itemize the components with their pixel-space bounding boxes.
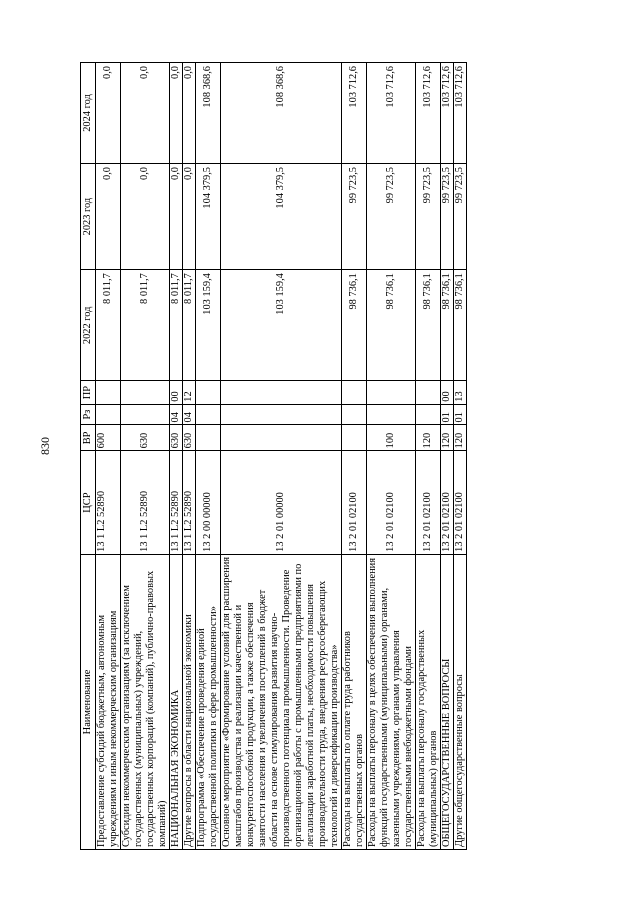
row-2022: 103 159,4 <box>196 270 221 381</box>
table-row <box>342 63 367 850</box>
row-2024: 103 712,6 <box>342 63 367 164</box>
header-vr: ВР <box>81 425 96 451</box>
table-row <box>367 63 416 850</box>
row-csr: 13 2 01 00000 <box>221 451 342 555</box>
row-2023: 0,0 <box>96 164 121 270</box>
row-2024: 0,0 <box>96 63 121 164</box>
row-rz <box>96 404 121 425</box>
row-name: Расходы на выплаты персоналу государственных (муниципальных) органов <box>416 554 441 849</box>
row-pr <box>416 381 441 404</box>
row-name: Предоставление субсидий бюджетным, автономным учреждениям и иным некоммерческим организациям <box>96 554 121 849</box>
row-pr: 00 <box>441 381 454 404</box>
row-2024: 103 712,6 <box>441 63 454 164</box>
row-vr: 630 <box>170 425 183 451</box>
row-2024: 103 712,6 <box>454 63 467 164</box>
row-name: НАЦИОНАЛЬНАЯ ЭКОНОМИКА <box>170 554 183 849</box>
row-2024: 108 368,6 <box>196 63 221 164</box>
row-2022: 98 736,1 <box>367 270 416 381</box>
row-name: Расходы на выплаты персоналу в целях обеспечения выполнения функций государственными (муниципальными) органами, казенными учреждениями, органами управления государственными внебюджетными фондами <box>367 554 416 849</box>
budget-table-container <box>80 62 564 850</box>
row-2023: 99 723,5 <box>454 164 467 270</box>
row-2023: 99 723,5 <box>367 164 416 270</box>
header-pr: ПР <box>81 381 96 404</box>
row-2024: 108 368,6 <box>221 63 342 164</box>
row-2022: 98 736,1 <box>342 270 367 381</box>
row-2022: 103 159,4 <box>221 270 342 381</box>
row-rz: 04 <box>183 404 196 425</box>
row-csr: 13 1 L2 52890 <box>170 451 183 555</box>
row-pr <box>367 381 416 404</box>
row-rz <box>367 404 416 425</box>
row-vr <box>342 425 367 451</box>
row-vr: 120 <box>441 425 454 451</box>
row-vr: 630 <box>183 425 196 451</box>
table-row <box>96 63 121 850</box>
table-row <box>121 63 170 850</box>
row-pr <box>196 381 221 404</box>
row-csr: 13 2 01 02100 <box>441 451 454 555</box>
row-2024: 103 712,6 <box>416 63 441 164</box>
budget-table <box>80 62 467 850</box>
row-vr: 100 <box>367 425 416 451</box>
row-2023: 99 723,5 <box>342 164 367 270</box>
row-2023: 104 379,5 <box>196 164 221 270</box>
row-csr: 13 1 L2 52890 <box>121 451 170 555</box>
row-pr <box>221 381 342 404</box>
row-rz: 01 <box>441 404 454 425</box>
row-2022: 98 736,1 <box>416 270 441 381</box>
row-csr: 13 2 00 00000 <box>196 451 221 555</box>
row-pr: 00 <box>170 381 183 404</box>
page-number: 830 <box>38 437 52 455</box>
row-name: Субсидии некоммерческим организациям (за исключением государственных (муниципальных) учреждений, государственных корпораций (компаний), публично-правовых компаний) <box>121 554 170 849</box>
header-2023: 2023 год <box>81 164 96 270</box>
row-2023: 104 379,5 <box>221 164 342 270</box>
row-2022: 8 011,7 <box>96 270 121 381</box>
row-rz: 04 <box>170 404 183 425</box>
row-rz <box>416 404 441 425</box>
header-rz: Рз <box>81 404 96 425</box>
row-pr <box>96 381 121 404</box>
table-row <box>416 63 441 850</box>
row-vr: 600 <box>96 425 121 451</box>
row-csr: 13 1 L2 52890 <box>96 451 121 555</box>
row-rz <box>342 404 367 425</box>
row-name: Основное мероприятие «Формирование условий для расширения масштабов производства и реализации качественной и конкурентоспособной продукции, а также обеспечения занятости населения и увеличения поступлений в бюджет области на основе стимулирования развития научно-производственного потенциала промышленности. Проведение организационной работы с промышленными предприятиями по легализации заработной платы, необходимости повышения производительности труда, внедрения ресурсосберегающих технологий и диверсификации производства» <box>221 554 342 849</box>
row-csr: 13 2 01 02100 <box>342 451 367 555</box>
header-csr: ЦСР <box>81 451 96 555</box>
row-2022: 8 011,7 <box>170 270 183 381</box>
row-vr: 630 <box>121 425 170 451</box>
row-name: Подпрограмма «Обеспечение проведения единой государственной политики в сфере промышленности» <box>196 554 221 849</box>
table-row <box>170 63 183 850</box>
row-pr: 13 <box>454 381 467 404</box>
row-2023: 99 723,5 <box>441 164 454 270</box>
row-2023: 99 723,5 <box>416 164 441 270</box>
row-2022: 98 736,1 <box>441 270 454 381</box>
row-rz <box>121 404 170 425</box>
table-row <box>441 63 454 850</box>
table-row <box>454 63 467 850</box>
row-csr: 13 1 L2 52890 <box>183 451 196 555</box>
header-2022: 2022 год <box>81 270 96 381</box>
row-2024: 103 712,6 <box>367 63 416 164</box>
row-vr: 120 <box>416 425 441 451</box>
header-name: Наименование <box>81 554 96 849</box>
row-rz <box>196 404 221 425</box>
row-2024: 0,0 <box>121 63 170 164</box>
row-pr <box>342 381 367 404</box>
row-2022: 98 736,1 <box>454 270 467 381</box>
row-pr: 12 <box>183 381 196 404</box>
table-row <box>221 63 342 850</box>
row-vr: 120 <box>454 425 467 451</box>
row-2022: 8 011,7 <box>183 270 196 381</box>
row-name: Расходы на выплаты по оплате труда работников государственных органов <box>342 554 367 849</box>
row-csr: 13 2 01 02100 <box>416 451 441 555</box>
table-header-row <box>81 63 96 850</box>
row-2023: 0,0 <box>170 164 183 270</box>
row-name: ОБЩЕГОСУДАРСТВЕННЫЕ ВОПРОСЫ <box>441 554 454 849</box>
row-name: Другие вопросы в области национальной экономики <box>183 554 196 849</box>
row-rz <box>221 404 342 425</box>
row-2024: 0,0 <box>170 63 183 164</box>
row-rz: 01 <box>454 404 467 425</box>
row-csr: 13 2 01 02100 <box>454 451 467 555</box>
row-2023: 0,0 <box>183 164 196 270</box>
header-2024: 2024 год <box>81 63 96 164</box>
row-2022: 8 011,7 <box>121 270 170 381</box>
row-csr: 13 2 01 02100 <box>367 451 416 555</box>
row-pr <box>121 381 170 404</box>
row-2024: 0,0 <box>183 63 196 164</box>
table-row <box>196 63 221 850</box>
row-2023: 0,0 <box>121 164 170 270</box>
row-name: Другие общегосударственные вопросы <box>454 554 467 849</box>
row-vr <box>221 425 342 451</box>
table-row <box>183 63 196 850</box>
row-vr <box>196 425 221 451</box>
